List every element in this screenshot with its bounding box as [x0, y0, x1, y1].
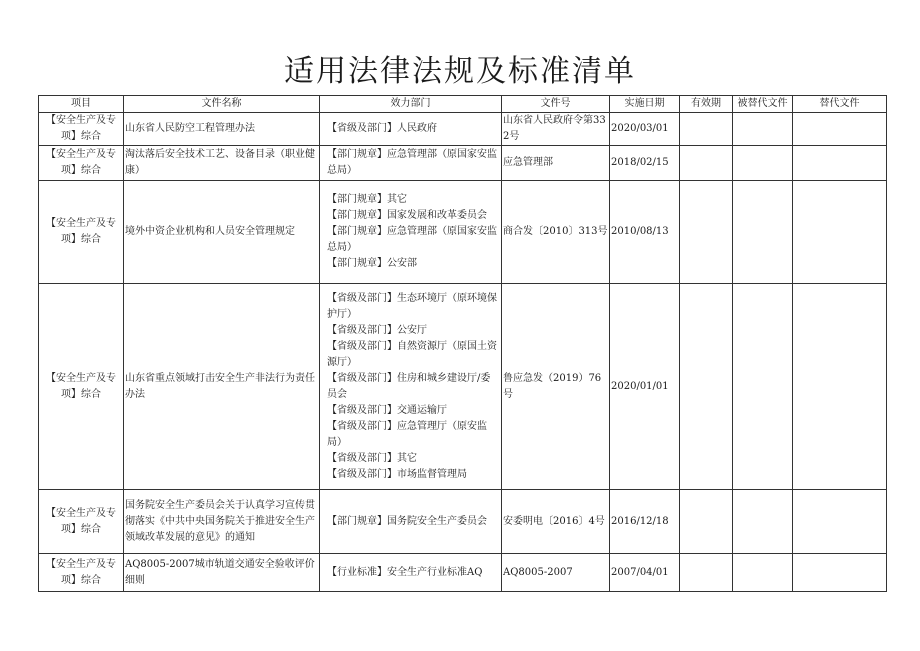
- authority-item: 【省级及部门】人民政府: [327, 123, 437, 134]
- cell-authority: [320, 554, 502, 592]
- authority-item: 【部门规章】应急管理部（原国家安监总局）: [327, 149, 497, 176]
- cell-replacement: [793, 554, 887, 592]
- cell-replaced: [733, 146, 793, 181]
- cell-doc-name: 山东省人民防空工程管理办法: [124, 113, 320, 146]
- cell-valid: [680, 490, 733, 554]
- table-row: [39, 554, 887, 592]
- cell-authority: [320, 181, 502, 284]
- cell-replacement: [793, 113, 887, 146]
- col-header-doc-name: 文件名称: [124, 96, 320, 113]
- authority-item: 【省级及部门】生态环境厅（原环境保护厅）: [327, 292, 497, 320]
- cell-replaced: [733, 113, 793, 146]
- page-title: 适用法律法规及标准清单: [284, 54, 636, 89]
- cell-valid: [680, 284, 733, 490]
- cell-impl-date: 2016/12/18: [610, 490, 680, 554]
- cell-replaced: [733, 490, 793, 554]
- cell-doc-name: AQ8005-2007城市轨道交通安全验收评价细则: [124, 554, 320, 592]
- cell-authority: [320, 490, 502, 554]
- cell-project: 【安全生产及专项】综合: [39, 113, 124, 146]
- cell-doc-no: 安委明电〔2016〕4号: [502, 490, 610, 554]
- authority-item: 【部门规章】公安部: [327, 258, 417, 269]
- cell-project: 【安全生产及专项】综合: [39, 284, 124, 490]
- cell-valid: [680, 146, 733, 181]
- cell-valid: [680, 554, 733, 592]
- cell-authority: [320, 146, 502, 181]
- table-row: [39, 284, 887, 490]
- cell-authority: [320, 113, 502, 146]
- table-row: [39, 113, 887, 146]
- cell-replacement: [793, 146, 887, 181]
- authority-item: 【部门规章】国务院安全生产委员会: [327, 515, 487, 527]
- cell-authority: [320, 284, 502, 490]
- authority-item: 【省级及部门】交通运输厅: [327, 404, 447, 416]
- authority-item: 【省级及部门】自然资源厅（原国土资源厅）: [327, 340, 497, 368]
- cell-replacement: [793, 181, 887, 284]
- cell-doc-no: AQ8005-2007: [502, 554, 610, 592]
- authority-item: 【省级及部门】应急管理厅（原安监局）: [327, 420, 487, 448]
- cell-replacement: [793, 284, 887, 490]
- table-row: [39, 146, 887, 181]
- cell-doc-name: 境外中资企业机构和人员安全管理规定: [124, 181, 320, 284]
- authority-item: 【部门规章】其它: [327, 194, 407, 205]
- cell-doc-no: 商合发〔2010〕313号: [502, 181, 610, 284]
- cell-project: 【安全生产及专项】综合: [39, 554, 124, 592]
- cell-replaced: [733, 181, 793, 284]
- cell-doc-name: 淘汰落后安全技术工艺、设备目录（职业健康）: [124, 146, 320, 181]
- cell-project: 【安全生产及专项】综合: [39, 146, 124, 181]
- col-header-replacement: 替代文件: [793, 96, 887, 113]
- cell-impl-date: 2020/01/01: [610, 284, 680, 490]
- cell-doc-no: 应急管理部: [502, 146, 610, 181]
- cell-replaced: [733, 284, 793, 490]
- authority-item: 【部门规章】应急管理部（原国家安监总局）: [327, 226, 497, 253]
- header-row: [39, 96, 887, 113]
- cell-doc-name: 山东省重点领域打击安全生产非法行为责任办法: [124, 284, 320, 490]
- table-row: [39, 490, 887, 554]
- cell-impl-date: 2018/02/15: [610, 146, 680, 181]
- col-header-valid: 有效期: [680, 96, 733, 113]
- cell-impl-date: 2007/04/01: [610, 554, 680, 592]
- authority-item: 【省级及部门】其它: [327, 452, 417, 464]
- authority-item: 【省级及部门】市场监督管理局: [327, 468, 467, 480]
- cell-doc-name: 国务院安全生产委员会关于认真学习宣传贯彻落实《中共中央国务院关于推进安全生产领域改革发展的意见》的通知: [124, 490, 320, 554]
- cell-doc-no: 山东省人民政府令第332号: [502, 113, 610, 146]
- table-row: [39, 181, 887, 284]
- cell-valid: [680, 181, 733, 284]
- authority-item: 【行业标准】安全生产行业标准AQ: [327, 566, 483, 578]
- col-header-replaced: 被替代文件: [733, 96, 793, 113]
- cell-impl-date: 2010/08/13: [610, 181, 680, 284]
- cell-valid: [680, 113, 733, 146]
- cell-doc-no: 鲁应急发（2019）76号: [502, 284, 610, 490]
- col-header-authority: 效力部门: [320, 96, 502, 113]
- cell-replacement: [793, 490, 887, 554]
- authority-item: 【部门规章】国家发展和改革委员会: [327, 210, 487, 221]
- authority-item: 【省级及部门】公安厅: [327, 324, 427, 336]
- cell-project: 【安全生产及专项】综合: [39, 490, 124, 554]
- cell-project: 【安全生产及专项】综合: [39, 181, 124, 284]
- cell-replaced: [733, 554, 793, 592]
- authority-item: 【省级及部门】住房和城乡建设厅/委员会: [327, 372, 491, 400]
- col-header-project: 项目: [39, 96, 124, 113]
- cell-impl-date: 2020/03/01: [610, 113, 680, 146]
- col-header-doc-no: 文件号: [502, 96, 610, 113]
- col-header-impl-date: 实施日期: [610, 96, 680, 113]
- regulations-table: [38, 95, 887, 592]
